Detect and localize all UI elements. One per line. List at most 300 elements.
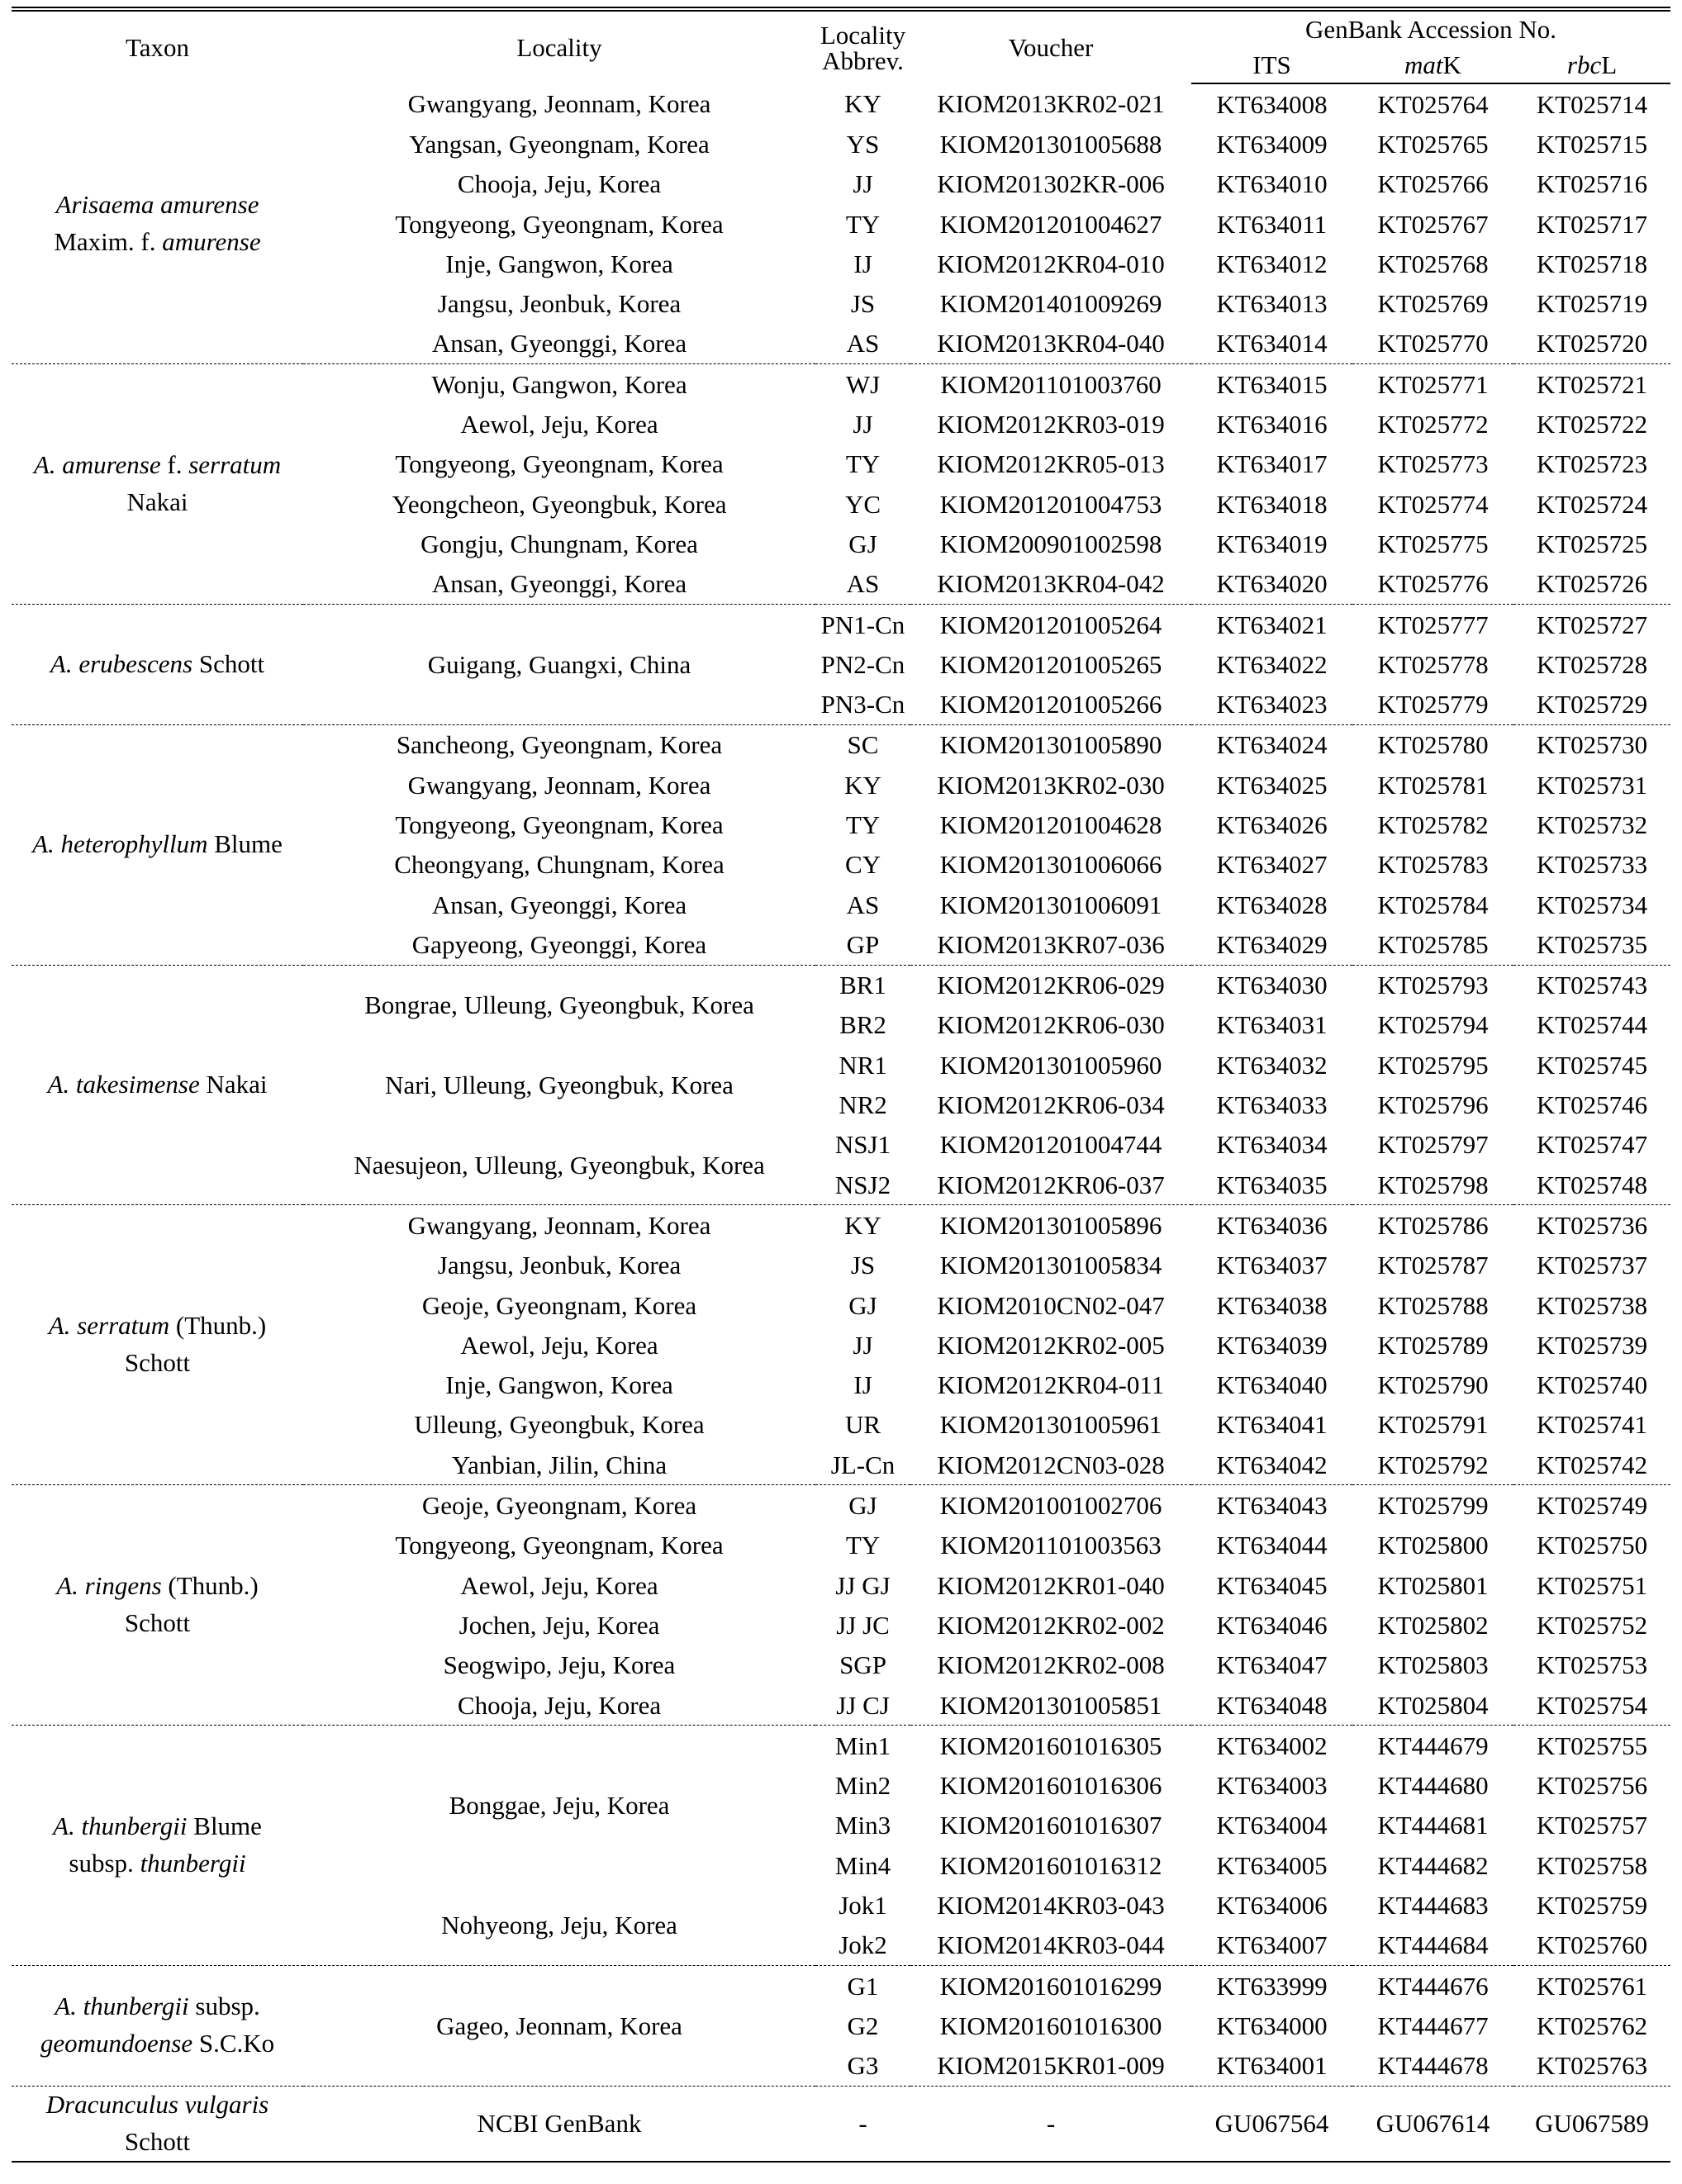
rbcl-accession-cell: KT025738 xyxy=(1536,1290,1648,1320)
abbrev-cell: TY xyxy=(845,1531,881,1560)
rbcl-accession-cell: KT025717 xyxy=(1536,209,1648,239)
table-row xyxy=(12,965,1670,1005)
matk-accession-cell: KT025804 xyxy=(1377,1690,1489,1720)
rbcl-accession-cell: KT025739 xyxy=(1536,1330,1648,1360)
its-accession-cell: KT634045 xyxy=(1216,1570,1328,1600)
locality-cell: Yanbian, Jilin, China xyxy=(451,1450,668,1479)
taxon-name-part: subsp. xyxy=(188,1992,260,2021)
header-its: ITS xyxy=(1191,47,1352,83)
abbrev-cell: WJ xyxy=(815,364,910,405)
locality-cell: Sancheong, Gyeongnam, Korea xyxy=(303,724,815,765)
header-abbrev-line1: Locality xyxy=(820,20,906,50)
taxon-cell xyxy=(12,604,303,724)
locality-cell: Jangsu, Jeonbuk, Korea xyxy=(437,289,682,319)
abbrev-cell: G2 xyxy=(847,2011,879,2040)
locality-cell: Aewol, Jeju, Korea xyxy=(460,1570,658,1600)
locality-cell: Gongju, Chungnam, Korea xyxy=(420,529,698,558)
its-accession-cell: GU067564 xyxy=(1191,2086,1352,2161)
rbcl-accession-cell: KT025747 xyxy=(1536,1130,1648,1160)
locality-cell: NCBI GenBank xyxy=(303,2086,815,2161)
table-row xyxy=(12,724,1670,765)
its-accession-cell: KT634030 xyxy=(1191,965,1352,1005)
voucher-cell: KIOM201301005890 xyxy=(910,724,1191,765)
taxon-name-part: A. serratum xyxy=(48,1311,170,1341)
matk-accession-cell: KT444681 xyxy=(1377,1811,1489,1840)
its-accession-cell: KT634039 xyxy=(1216,1330,1328,1360)
rbcl-accession-cell: KT025751 xyxy=(1536,1570,1648,1600)
rbcl-accession-cell: KT025714 xyxy=(1536,89,1648,119)
voucher-cell: KIOM201301005960 xyxy=(939,1050,1162,1080)
abbrev-cell: AS xyxy=(846,890,880,919)
rbcl-accession-cell: KT025756 xyxy=(1536,1771,1648,1801)
matk-accession-cell: KT025773 xyxy=(1377,449,1489,479)
header-rbcl xyxy=(1513,47,1670,83)
abbrev-cell: NR2 xyxy=(839,1090,887,1120)
rbcl-accession-cell: KT025760 xyxy=(1536,1930,1648,1960)
voucher-cell: KIOM2012KR04-011 xyxy=(937,1370,1165,1400)
taxon-name-part: Arisaema amurense xyxy=(55,189,259,219)
its-accession-cell: KT634046 xyxy=(1216,1610,1328,1640)
rbcl-accession-cell: KT025746 xyxy=(1536,1090,1648,1120)
matk-accession-cell: KT025765 xyxy=(1377,129,1489,159)
voucher-cell: KIOM201201004628 xyxy=(939,810,1162,839)
locality-cell: Jochen, Jeju, Korea xyxy=(459,1610,660,1640)
rbcl-accession-cell: KT025733 xyxy=(1536,850,1648,880)
abbrev-cell: TY xyxy=(845,810,881,839)
taxon-cell xyxy=(12,364,303,605)
abbrev-cell: YC xyxy=(844,489,881,519)
taxon-name-part: A. erubescens xyxy=(50,648,193,678)
voucher-cell: KIOM201601016307 xyxy=(939,1811,1162,1840)
abbrev-cell: JJ CJ xyxy=(836,1690,890,1720)
its-accession-cell: KT634038 xyxy=(1216,1290,1328,1320)
rbcl-accession-cell: KT025732 xyxy=(1536,810,1648,839)
abbrev-cell: KY xyxy=(815,1205,910,1246)
matk-accession-cell: KT025767 xyxy=(1377,209,1489,239)
rbcl-accession-cell: KT025759 xyxy=(1536,1891,1648,1920)
voucher-cell: KIOM2012KR02-008 xyxy=(937,1650,1165,1680)
rbcl-accession-cell: KT025735 xyxy=(1536,929,1648,959)
its-accession-cell: KT634016 xyxy=(1216,410,1328,439)
its-accession-cell: KT634018 xyxy=(1216,489,1328,519)
abbrev-cell: IJ xyxy=(853,1370,872,1400)
voucher-cell: KIOM201601016300 xyxy=(939,2011,1162,2040)
its-accession-cell: KT634031 xyxy=(1216,1010,1328,1040)
matk-accession-cell: KT025790 xyxy=(1377,1370,1489,1400)
voucher-cell: KIOM201101003760 xyxy=(910,364,1191,405)
its-accession-cell: KT634029 xyxy=(1216,929,1328,959)
its-accession-cell: KT634003 xyxy=(1216,1771,1328,1801)
matk-accession-cell: KT025769 xyxy=(1377,289,1489,319)
abbrev-cell: JJ JC xyxy=(836,1610,890,1640)
voucher-cell: KIOM2012KR06-034 xyxy=(937,1090,1165,1120)
voucher-cell: KIOM2012KR06-029 xyxy=(910,965,1191,1005)
matk-accession-cell: KT025781 xyxy=(1377,770,1489,800)
abbrev-cell: JJ xyxy=(853,169,873,199)
rbcl-accession-cell: KT025753 xyxy=(1536,1650,1648,1680)
taxon-name-part: (Thunb.) xyxy=(161,1571,259,1601)
voucher-cell: KIOM2012KR02-002 xyxy=(937,1610,1165,1640)
its-accession-cell: KT634034 xyxy=(1216,1130,1328,1160)
voucher-cell: KIOM2012KR06-037 xyxy=(937,1170,1165,1199)
abbrev-cell: JJ xyxy=(853,410,873,439)
abbrev-cell: JL-Cn xyxy=(830,1450,896,1479)
rbcl-accession-cell: KT025722 xyxy=(1536,410,1648,439)
abbrev-cell: GJ xyxy=(815,1485,910,1526)
matk-accession-cell: KT025778 xyxy=(1377,649,1489,679)
matk-accession-cell: KT025793 xyxy=(1352,965,1513,1005)
voucher-cell: KIOM201302KR-006 xyxy=(937,169,1165,199)
rbcl-accession-cell: KT025731 xyxy=(1536,770,1648,800)
rbcl-accession-cell: KT025741 xyxy=(1536,1410,1648,1440)
matk-accession-cell: KT025782 xyxy=(1377,810,1489,839)
voucher-cell: KIOM2013KR04-042 xyxy=(937,569,1165,599)
taxon-cell xyxy=(12,83,303,364)
taxon-cell xyxy=(12,724,303,965)
taxon-name-part: Nakai xyxy=(199,1069,268,1099)
voucher-cell: KIOM2014KR03-044 xyxy=(937,1930,1165,1960)
abbrev-cell: GJ xyxy=(848,529,877,558)
voucher-cell: KIOM201301005688 xyxy=(939,129,1162,159)
matk-accession-cell: KT025801 xyxy=(1377,1570,1489,1600)
rbcl-accession-cell: KT025763 xyxy=(1536,2051,1648,2081)
its-accession-cell: KT634032 xyxy=(1216,1050,1328,1080)
rbcl-accession-cell: KT025752 xyxy=(1536,1610,1648,1640)
voucher-cell: KIOM201201004744 xyxy=(939,1130,1162,1160)
matk-accession-cell: KT025777 xyxy=(1352,604,1513,644)
matk-accession-cell: KT025789 xyxy=(1377,1330,1489,1360)
matk-accession-cell: KT025800 xyxy=(1377,1531,1489,1560)
its-accession-cell: KT634035 xyxy=(1216,1170,1328,1199)
voucher-cell: KIOM2012KR04-010 xyxy=(937,249,1165,278)
rbcl-accession-cell: KT025730 xyxy=(1513,724,1670,765)
header-matk-italic: mat xyxy=(1404,50,1443,79)
rbcl-accession-cell: KT025761 xyxy=(1513,1965,1670,2006)
rbcl-accession-cell: KT025726 xyxy=(1536,569,1648,599)
table-row xyxy=(12,1485,1670,1526)
locality-cell: Inje, Gangwon, Korea xyxy=(445,249,673,278)
locality-cell: Tongyeong, Gyeongnam, Korea xyxy=(395,209,724,239)
its-accession-cell: KT634015 xyxy=(1191,364,1352,405)
taxon-cell xyxy=(12,1965,303,2086)
its-accession-cell: KT634014 xyxy=(1216,329,1328,358)
taxon-name-part: A. amurense xyxy=(33,450,161,480)
taxon-cell xyxy=(12,1726,303,1966)
voucher-cell: KIOM2010CN02-047 xyxy=(937,1290,1165,1320)
matk-accession-cell: KT025784 xyxy=(1377,890,1489,919)
matk-accession-cell: KT025775 xyxy=(1377,529,1489,558)
matk-accession-cell: KT025770 xyxy=(1377,329,1489,358)
rbcl-accession-cell: KT025721 xyxy=(1513,364,1670,405)
taxon-name-part: f. xyxy=(160,450,189,480)
its-accession-cell: KT634047 xyxy=(1216,1650,1328,1680)
its-accession-cell: KT634007 xyxy=(1216,1930,1328,1960)
voucher-cell: KIOM201201005266 xyxy=(939,690,1162,719)
its-accession-cell: KT634004 xyxy=(1216,1811,1328,1840)
voucher-cell: KIOM2012CN03-028 xyxy=(937,1450,1165,1479)
voucher-cell: KIOM201201005265 xyxy=(939,649,1162,679)
voucher-cell: KIOM2012KR03-019 xyxy=(937,410,1165,439)
rbcl-accession-cell: KT025734 xyxy=(1536,890,1648,919)
abbrev-cell: JJ xyxy=(853,1330,873,1360)
matk-accession-cell: KT444678 xyxy=(1377,2051,1489,2081)
abbrev-cell: IJ xyxy=(853,249,872,278)
taxon-cell xyxy=(12,1205,303,1485)
matk-accession-cell: KT025791 xyxy=(1377,1410,1489,1440)
rbcl-accession-cell: KT025725 xyxy=(1536,529,1648,558)
locality-cell: Gageo, Jeonnam, Korea xyxy=(303,1965,815,2086)
matk-accession-cell: KT444679 xyxy=(1352,1726,1513,1766)
abbrev-cell: Min1 xyxy=(815,1726,910,1766)
taxon-name-part: Schott xyxy=(124,2126,191,2156)
locality-cell: Chooja, Jeju, Korea xyxy=(457,1690,662,1720)
matk-accession-cell: KT025766 xyxy=(1377,169,1489,199)
matk-accession-cell: KT025772 xyxy=(1377,410,1489,439)
voucher-cell: KIOM201001002706 xyxy=(910,1485,1191,1526)
voucher-cell: KIOM201601016299 xyxy=(910,1965,1191,2006)
locality-cell: Yangsan, Gyeongnam, Korea xyxy=(409,129,710,159)
rbcl-accession-cell: KT025736 xyxy=(1513,1205,1670,1246)
table-row xyxy=(12,604,1670,644)
locality-cell: Gwangyang, Jeonnam, Korea xyxy=(303,1205,815,1246)
rbcl-accession-cell: KT025724 xyxy=(1536,489,1648,519)
its-accession-cell: KT634037 xyxy=(1216,1251,1328,1280)
rbcl-accession-cell: KT025745 xyxy=(1536,1050,1648,1080)
locality-cell: Geoje, Gyeongnam, Korea xyxy=(303,1485,815,1526)
matk-accession-cell: KT025780 xyxy=(1352,724,1513,765)
rbcl-accession-cell: KT025749 xyxy=(1513,1485,1670,1526)
taxon-name-part: serratum xyxy=(188,450,282,480)
locality-cell: Ansan, Gyeonggi, Korea xyxy=(431,329,687,358)
matk-accession-cell: KT025787 xyxy=(1377,1251,1489,1280)
matk-accession-cell: KT025799 xyxy=(1352,1485,1513,1526)
voucher-cell: KIOM201101003563 xyxy=(940,1531,1162,1560)
its-accession-cell: KT634013 xyxy=(1216,289,1328,319)
abbrev-cell: G1 xyxy=(815,1965,910,2006)
abbrev-cell: JS xyxy=(850,1251,876,1280)
rbcl-accession-cell: KT025729 xyxy=(1536,690,1648,719)
taxon-name-part: (Thunb.) xyxy=(169,1311,267,1341)
its-accession-cell: KT634022 xyxy=(1216,649,1328,679)
taxon-name-part: A. ringens xyxy=(56,1571,162,1601)
rbcl-accession-cell: KT025744 xyxy=(1536,1010,1648,1040)
rbcl-accession-cell: KT025715 xyxy=(1536,129,1648,159)
voucher-cell: KIOM200901002598 xyxy=(939,529,1162,558)
abbrev-cell: PN3-Cn xyxy=(820,690,905,719)
matk-accession-cell: KT444684 xyxy=(1377,1930,1489,1960)
accession-table xyxy=(12,7,1670,2163)
taxon-name-part: Schott xyxy=(192,648,265,678)
rbcl-accession-cell: KT025727 xyxy=(1513,604,1670,644)
matk-accession-cell: KT025771 xyxy=(1352,364,1513,405)
abbrev-cell: BR1 xyxy=(815,965,910,1005)
locality-cell: Ansan, Gyeonggi, Korea xyxy=(431,890,687,919)
rbcl-accession-cell: KT025755 xyxy=(1513,1726,1670,1766)
table-header xyxy=(12,9,1670,83)
rbcl-accession-cell: KT025757 xyxy=(1536,1811,1648,1840)
abbrev-cell: SGP xyxy=(839,1650,886,1680)
taxon-name-part: A. thunbergii xyxy=(55,1992,189,2021)
abbrev-cell: Jok1 xyxy=(839,1891,887,1920)
taxon-name-part: A. thunbergii xyxy=(53,1811,188,1841)
locality-cell: Aewol, Jeju, Korea xyxy=(460,1330,658,1360)
header-abbrev xyxy=(815,9,910,83)
its-accession-cell: KT634024 xyxy=(1191,724,1352,765)
rbcl-accession-cell: KT025742 xyxy=(1536,1450,1648,1479)
rbcl-accession-cell: GU067589 xyxy=(1513,2086,1670,2161)
locality-cell: Jangsu, Jeonbuk, Korea xyxy=(437,1251,682,1280)
header-matk-plain: K xyxy=(1442,50,1461,79)
locality-cell: Cheongyang, Chungnam, Korea xyxy=(394,850,725,880)
its-accession-cell: KT634027 xyxy=(1216,850,1328,880)
voucher-cell: KIOM2014KR03-043 xyxy=(937,1891,1165,1920)
taxon-name-part: Blume xyxy=(207,829,283,859)
taxon-name-part: amurense xyxy=(162,226,261,256)
locality-cell: Ulleung, Gyeongbuk, Korea xyxy=(414,1410,705,1440)
abbrev-cell: TY xyxy=(845,449,881,479)
taxon-name-part: Nakai xyxy=(126,487,188,516)
abbrev-cell: JS xyxy=(850,289,876,319)
locality-cell: Wonju, Gangwon, Korea xyxy=(303,364,815,405)
matk-accession-cell: KT025802 xyxy=(1377,1610,1489,1640)
voucher-cell: KIOM201201004627 xyxy=(939,209,1162,239)
rbcl-accession-cell: KT025716 xyxy=(1536,169,1648,199)
its-accession-cell: KT634001 xyxy=(1216,2051,1328,2081)
header-abbrev-line2: Abbrev. xyxy=(822,45,904,75)
its-accession-cell: KT634028 xyxy=(1216,890,1328,919)
matk-accession-cell: KT025786 xyxy=(1352,1205,1513,1246)
locality-cell: Aewol, Jeju, Korea xyxy=(460,410,658,439)
locality-cell: Tongyeong, Gyeongnam, Korea xyxy=(395,1531,724,1560)
rbcl-accession-cell: KT025728 xyxy=(1536,649,1648,679)
taxon-name-part: S.C.Ko xyxy=(192,2029,275,2058)
locality-cell: Gwangyang, Jeonnam, Korea xyxy=(407,770,711,800)
rbcl-accession-cell: KT025758 xyxy=(1536,1850,1648,1880)
locality-cell: Tongyeong, Gyeongnam, Korea xyxy=(395,810,724,839)
matk-accession-cell: KT025783 xyxy=(1377,850,1489,880)
taxon-name-part: thunbergii xyxy=(140,1849,246,1878)
locality-cell: Naesujeon, Ulleung, Gyeongbuk, Korea xyxy=(354,1150,765,1180)
matk-accession-cell: KT025776 xyxy=(1377,569,1489,599)
matk-accession-cell: KT025796 xyxy=(1377,1090,1489,1120)
locality-cell: Gapyeong, Gyeonggi, Korea xyxy=(411,929,707,959)
matk-accession-cell: KT025794 xyxy=(1377,1010,1489,1040)
abbrev-cell: NR1 xyxy=(839,1050,887,1080)
table-body xyxy=(12,83,1670,2162)
rbcl-accession-cell: KT025748 xyxy=(1536,1170,1648,1199)
abbrev-cell: CY xyxy=(844,850,881,880)
matk-accession-cell: KT025803 xyxy=(1377,1650,1489,1680)
abbrev-cell: YS xyxy=(846,129,880,159)
its-accession-cell: KT634006 xyxy=(1216,1891,1328,1920)
table-row xyxy=(12,83,1670,124)
header-voucher: Voucher xyxy=(910,9,1191,83)
locality-cell: Gwangyang, Jeonnam, Korea xyxy=(407,89,711,119)
abbrev-cell: TY xyxy=(845,209,881,239)
locality-cell: Inje, Gangwon, Korea xyxy=(445,1370,673,1400)
taxon-name-part: Dracunculus vulgaris xyxy=(45,2089,269,2119)
locality-cell: Nari, Ulleung, Gyeongbuk, Korea xyxy=(385,1070,734,1099)
abbrev-cell: NSJ1 xyxy=(834,1130,891,1160)
header-taxon: Taxon xyxy=(12,9,303,83)
its-accession-cell: KT634041 xyxy=(1216,1410,1328,1440)
its-accession-cell: KT634011 xyxy=(1216,209,1328,239)
abbrev-cell: BR2 xyxy=(839,1010,886,1040)
abbrev-cell: AS xyxy=(846,569,880,599)
abbrev-cell: SC xyxy=(815,724,910,765)
voucher-cell: KIOM201601016305 xyxy=(910,1726,1191,1766)
its-accession-cell: KT634002 xyxy=(1191,1726,1352,1766)
its-accession-cell: KT634026 xyxy=(1216,810,1328,839)
abbrev-cell: KY xyxy=(844,89,881,119)
voucher-cell: KIOM201201005264 xyxy=(910,604,1191,644)
header-rbcl-italic: rbc xyxy=(1566,50,1602,79)
voucher-cell: KIOM2013KR02-021 xyxy=(937,89,1165,119)
matk-accession-cell: KT025797 xyxy=(1377,1130,1489,1160)
matk-accession-cell: KT025785 xyxy=(1377,929,1489,959)
matk-accession-cell: KT025764 xyxy=(1377,89,1489,119)
voucher-cell: KIOM201401009269 xyxy=(939,289,1162,319)
its-accession-cell: KT634010 xyxy=(1216,169,1328,199)
locality-cell: Geoje, Gyeongnam, Korea xyxy=(421,1290,697,1320)
its-accession-cell: KT634017 xyxy=(1216,449,1328,479)
abbrev-cell: Jok2 xyxy=(839,1930,887,1960)
voucher-cell: KIOM2015KR01-009 xyxy=(937,2051,1165,2081)
voucher-cell: KIOM2012KR02-005 xyxy=(937,1330,1165,1360)
rbcl-accession-cell: KT025740 xyxy=(1536,1370,1648,1400)
locality-cell: Guigang, Guangxi, China xyxy=(303,604,815,724)
matk-accession-cell: KT444677 xyxy=(1377,2011,1489,2040)
its-accession-cell: KT634036 xyxy=(1191,1205,1352,1246)
taxon-cell xyxy=(12,965,303,1205)
matk-accession-cell: KT444683 xyxy=(1377,1891,1489,1920)
voucher-cell: KIOM2012KR06-030 xyxy=(937,1010,1165,1040)
taxon-name-part: A. takesimense xyxy=(47,1069,200,1099)
locality-cell: Ansan, Gyeonggi, Korea xyxy=(431,569,687,599)
abbrev-cell: KY xyxy=(844,770,881,800)
matk-accession-cell: KT444676 xyxy=(1352,1965,1513,2006)
voucher-cell: KIOM201301005851 xyxy=(939,1690,1162,1720)
voucher-cell: KIOM201601016312 xyxy=(939,1850,1162,1880)
matk-accession-cell: KT444682 xyxy=(1377,1850,1489,1880)
voucher-cell: KIOM2012KR01-040 xyxy=(937,1570,1165,1600)
table-row xyxy=(12,1205,1670,1246)
matk-accession-cell: GU067614 xyxy=(1352,2086,1513,2161)
taxon-name-part: Blume xyxy=(187,1811,262,1841)
its-accession-cell: KT634044 xyxy=(1216,1531,1328,1560)
rbcl-accession-cell: KT025720 xyxy=(1536,329,1648,358)
header-rbcl-plain: L xyxy=(1601,50,1618,79)
voucher-cell: KIOM201301005834 xyxy=(939,1251,1162,1280)
header-locality: Locality xyxy=(303,9,815,83)
voucher-cell: KIOM2013KR02-030 xyxy=(937,770,1165,800)
voucher-cell: KIOM2013KR07-036 xyxy=(937,929,1165,959)
its-accession-cell: KT634025 xyxy=(1216,770,1328,800)
locality-cell: Bongrae, Ulleung, Gyeongbuk, Korea xyxy=(303,965,815,1045)
its-accession-cell: KT634012 xyxy=(1216,249,1328,278)
rbcl-accession-cell: KT025718 xyxy=(1536,249,1648,278)
its-accession-cell: KT634048 xyxy=(1216,1690,1328,1720)
voucher-cell: KIOM201301005896 xyxy=(910,1205,1191,1246)
its-accession-cell: KT634023 xyxy=(1216,690,1328,719)
abbrev-cell: Min2 xyxy=(834,1771,891,1801)
abbrev-cell: JJ GJ xyxy=(835,1570,891,1600)
taxon-name-part: Schott xyxy=(124,1348,191,1378)
voucher-cell: KIOM201201004753 xyxy=(939,489,1162,519)
abbrev-cell: NSJ2 xyxy=(834,1170,891,1199)
taxon-cell xyxy=(12,2086,303,2161)
voucher-cell: KIOM201301006091 xyxy=(939,890,1162,919)
